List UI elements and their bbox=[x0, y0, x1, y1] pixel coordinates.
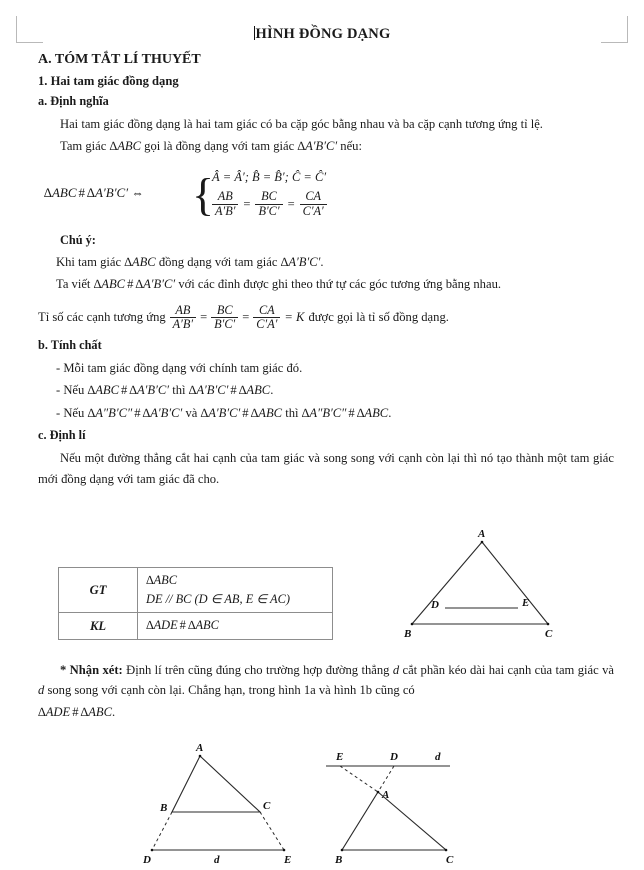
definition-formula bbox=[40, 167, 614, 225]
label-A: A bbox=[478, 528, 486, 540]
label-B: B bbox=[335, 854, 343, 866]
gt-value-line-1: ∆ABC bbox=[146, 573, 177, 587]
label-E: E bbox=[522, 597, 530, 609]
fraction-bc-bc bbox=[255, 190, 282, 219]
label-D: D bbox=[390, 751, 398, 763]
remark-text-3: song song với cạnh còn lại. Chẳng hạn, trong hình 1a và hình 1b cũng có bbox=[47, 683, 415, 698]
similar-symbol: # bbox=[134, 405, 141, 420]
similar-symbol: # bbox=[120, 383, 128, 398]
note2-pre: Ta viết bbox=[56, 277, 91, 292]
prop3-triangle-4: ∆ABC bbox=[250, 405, 283, 420]
note1-mid: đồng dạng với tam giác bbox=[158, 254, 278, 269]
prop3-mid-1: và bbox=[185, 405, 198, 420]
formula-rows bbox=[212, 167, 327, 219]
fraction-denominator: B′C′ bbox=[211, 317, 238, 332]
property-3 bbox=[56, 403, 614, 423]
fraction-denominator: C′A′ bbox=[253, 317, 280, 332]
remark-block bbox=[30, 660, 614, 723]
prop3-pre: - Nếu bbox=[56, 405, 85, 420]
prop3-post: . bbox=[388, 405, 392, 420]
note-line-2 bbox=[56, 274, 614, 294]
heading-c-dinh-li: c. Định lí bbox=[38, 428, 86, 443]
def-triangle-2: ∆A′B′C′ bbox=[297, 139, 338, 154]
fraction-bc-bc bbox=[211, 304, 238, 333]
def-post: nếu: bbox=[340, 139, 362, 154]
figure-triangle-ade-abc bbox=[390, 528, 600, 640]
fraction-ca-ca bbox=[253, 304, 280, 333]
label-D: D bbox=[143, 854, 151, 866]
remark-label: * Nhận xét: bbox=[60, 663, 123, 677]
heading-1: 1. Hai tam giác đồng dạng bbox=[38, 74, 179, 88]
note1-post: . bbox=[320, 254, 324, 269]
remark-var-d-2: d bbox=[38, 683, 45, 698]
chu-y-heading: Chú ý: bbox=[60, 232, 96, 247]
fraction-numerator: AB bbox=[175, 302, 191, 317]
property-1: - Mỗi tam giác đồng dạng với chính tam giác đó. bbox=[56, 361, 303, 376]
kl-triangle-2: ∆ABC bbox=[187, 618, 219, 633]
remark-text-1: Định lí trên cũng đúng cho trường hợp đường thẳng bbox=[126, 663, 390, 677]
ratio-post: được gọi là tỉ số đồng dạng. bbox=[308, 310, 449, 325]
kl-label: KL bbox=[59, 613, 138, 639]
fraction-numerator: BC bbox=[216, 302, 233, 317]
label-line-d: d bbox=[435, 751, 441, 763]
prop2-triangle-1: ∆ABC bbox=[87, 383, 119, 398]
similar-symbol: # bbox=[78, 184, 86, 200]
prop3-mid-2: thì bbox=[285, 405, 299, 420]
note1-triangle-1: ∆ABC bbox=[124, 254, 156, 269]
definition-line-1: Hai tam giác đồng dạng là hai tam giác có ba cặp góc bằng nhau và ba cặp cạnh tương ứng tỉ lệ. bbox=[60, 117, 543, 131]
fraction-denominator: A′B′ bbox=[170, 317, 196, 332]
prop3-triangle-2: ∆A′B′C′ bbox=[142, 405, 183, 420]
fraction-numerator: CA bbox=[305, 188, 322, 203]
fraction-numerator: CA bbox=[258, 302, 275, 317]
remark-post: . bbox=[111, 704, 116, 719]
label-C: C bbox=[446, 854, 454, 866]
remark-var-d: d bbox=[392, 663, 400, 677]
iff-symbol: ⇔ bbox=[131, 185, 144, 200]
formula-angles-row: Â = Â′; B̂ = B̂′; Ĉ = Ĉ′ bbox=[212, 169, 327, 184]
fraction-denominator: C′A′ bbox=[300, 204, 327, 219]
heading-a-dinh-nghia: a. Định nghĩa bbox=[38, 94, 109, 108]
ratio-k-value: = K bbox=[284, 310, 305, 325]
prop2-triangle-3: ∆A′B′C′ bbox=[188, 383, 229, 398]
note1-pre: Khi tam giác bbox=[56, 254, 122, 269]
section-a-heading: A. TÓM TẮT LÍ THUYẾT bbox=[38, 52, 201, 67]
label-A: A bbox=[196, 742, 204, 754]
remark-paragraph bbox=[38, 660, 614, 701]
formula-ratio-row bbox=[212, 190, 327, 219]
theorem-text: Nếu một đường thẳng cắt hai cạnh của tam giác và song song với cạnh còn lại thì nó tạo thành một tam giác mới đồng dạng với tam giác đã cho. bbox=[38, 451, 614, 486]
note1-triangle-2: ∆A′B′C′ bbox=[280, 254, 321, 269]
definition-line-2 bbox=[38, 136, 614, 156]
similar-symbol: # bbox=[230, 383, 237, 398]
ratio-pre: Tỉ số các cạnh tương ứng bbox=[38, 310, 166, 325]
prop2-post: . bbox=[270, 383, 274, 398]
label-C: C bbox=[263, 800, 271, 812]
left-brace: { bbox=[192, 168, 215, 220]
prop3-triangle-6: ∆ABC bbox=[356, 405, 389, 420]
note-line-1 bbox=[56, 252, 614, 272]
fraction-ab-ab bbox=[170, 304, 196, 333]
similar-symbol: # bbox=[127, 277, 134, 292]
def-triangle-1: ∆ABC bbox=[109, 139, 141, 154]
figure-1a bbox=[132, 742, 312, 867]
prop3-triangle-3: ∆A′B′C′ bbox=[200, 405, 241, 420]
gt-value bbox=[138, 568, 333, 613]
prop2-pre: - Nếu bbox=[56, 383, 85, 398]
similar-symbol: # bbox=[242, 405, 249, 420]
kl-value bbox=[138, 613, 333, 639]
label-D: D bbox=[431, 599, 439, 611]
label-B: B bbox=[160, 802, 168, 814]
similar-symbol: # bbox=[348, 405, 355, 420]
fraction-denominator: A′B′ bbox=[212, 204, 238, 219]
kl-triangle-1: ∆ADE bbox=[146, 618, 178, 633]
prop2-mid: thì bbox=[172, 383, 186, 398]
note2-triangle-1: ∆ABC bbox=[93, 277, 126, 292]
formula-triangle-1: ∆ABC bbox=[44, 184, 77, 200]
note2-post: với các đỉnh được ghi theo thứ tự các góc tương ứng bằng nhau. bbox=[178, 277, 502, 292]
equals-sign: = bbox=[242, 310, 250, 325]
prop3-triangle-5: ∆A″B′C″ bbox=[301, 405, 347, 420]
formula-left-side bbox=[44, 185, 144, 201]
remark-triangle-1: ∆ADE bbox=[38, 704, 71, 719]
similar-symbol: # bbox=[72, 704, 79, 719]
fraction-numerator: AB bbox=[217, 188, 233, 203]
heading-b-tinh-chat: b. Tính chất bbox=[38, 338, 102, 353]
prop2-triangle-4: ∆ABC bbox=[238, 383, 271, 398]
label-line-d: d bbox=[214, 854, 220, 866]
figure-1b bbox=[322, 742, 502, 867]
property-2 bbox=[56, 380, 614, 400]
label-B: B bbox=[404, 628, 412, 640]
prop2-triangle-2: ∆A′B′C′ bbox=[129, 383, 170, 398]
def-pre: Tam giác bbox=[60, 139, 107, 154]
ratio-definition-line bbox=[38, 304, 614, 333]
prop3-triangle-1: ∆A″B′C″ bbox=[87, 405, 133, 420]
remark-triangle-2: ∆ABC bbox=[80, 704, 112, 719]
label-E: E bbox=[336, 751, 344, 763]
fraction-denominator: B′C′ bbox=[255, 204, 282, 219]
gt-kl-table bbox=[58, 567, 333, 640]
note2-triangle-2: ∆A′B′C′ bbox=[135, 277, 176, 292]
remark-conclusion bbox=[38, 702, 614, 722]
remark-text-2: cắt phần kéo dài hai cạnh của tam giác và bbox=[402, 663, 614, 677]
document-body bbox=[30, 26, 614, 491]
def-mid: gọi là đồng dạng với tam giác bbox=[144, 139, 295, 154]
label-C: C bbox=[545, 628, 553, 640]
label-A: A bbox=[382, 789, 390, 801]
gt-value-line-2: DE // BC (D ∈ AB, E ∈ AC) bbox=[146, 592, 290, 607]
formula-triangle-2: ∆A′B′C′ bbox=[87, 184, 129, 200]
equals-sign: = bbox=[243, 196, 251, 211]
gt-label: GT bbox=[59, 568, 138, 613]
text-cursor bbox=[254, 26, 255, 40]
fraction-numerator: BC bbox=[261, 188, 277, 203]
page-title bbox=[30, 26, 614, 43]
fraction-ca-ca bbox=[300, 190, 327, 219]
table-row bbox=[59, 613, 333, 639]
page-title-text: HÌNH ĐỒNG DẠNG bbox=[255, 26, 391, 42]
equals-sign: = bbox=[287, 196, 295, 211]
equals-sign: = bbox=[200, 310, 208, 325]
similar-symbol: # bbox=[179, 618, 186, 633]
label-E: E bbox=[284, 854, 292, 866]
fraction-ab-ab bbox=[212, 190, 238, 219]
table-row bbox=[59, 568, 333, 613]
